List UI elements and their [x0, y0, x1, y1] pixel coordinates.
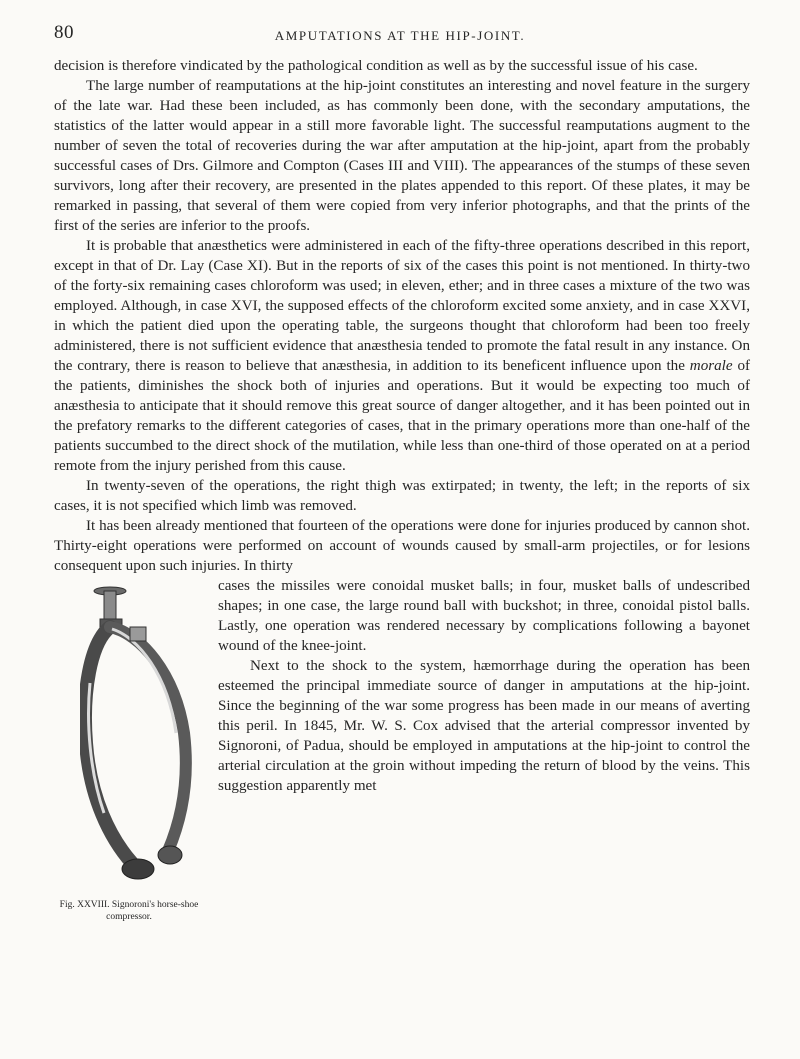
paragraph-2: The large number of reamputations at the hip-joint constitutes an interesting and novel feature in the surgery of the late war. Had these been included, as has commonly been done, with the secondary amputations, the statistics of the latter would appear in a still more favorable light. The successful reamputations augment to the number of seven the total of recoveries during the war after amputation at the hip-joint, apart from the probably successful cases of Drs. Gilmore and Compton (Cases III and VIII). The appearances of the stumps of these seven survivors, long after their recovery, are presented in the plates appended to this report. Of these plates, it may be remarked in passing, that several of them were copied from very inferior photographs, and that the prints of the first of the series are inferior to the proofs. — [54, 78, 750, 234]
paragraph-3 — [54, 236, 750, 476]
page-number: 80 — [54, 22, 74, 43]
paragraph-4: In twenty-seven of the operations, the right thigh was extirpated; in twenty, the left; in the reports of six cases, it is not specified which limb was removed. — [54, 478, 750, 514]
paragraph-3-cont: of the patients, diminishes the shock both of injuries and operations. But it would be expecting too much of anæsthesia to anticipate that it should remove this great source of danger altogether, and it has been pointed out in the prefatory remarks to the different categories of cases, that in the primary operations more than one-half of the patients succumbed to the direct shock of the mutilation, while less than one-third of those operated on at a period remote from the injury perished from this cause. — [54, 358, 751, 474]
body-text — [54, 56, 750, 933]
paragraph-6: Next to the shock to the system, hæmorrhage during the operation has been esteemed the principal immediate source of danger in amputations at the hip-joint. Since the beginning of the war some progress has been made in our means of averting this peril. In 1845, Mr. W. S. Cox advised that the arterial compressor invented by Signoroni, of Padua, should be employed in amputations at the hip-joint to control the arterial circulation at the groin without impeding the return of blood by the veins. This suggestion apparently met — [218, 658, 750, 794]
figure-compressor — [54, 583, 204, 933]
figure-caption: Fig. XXVIII. Signoroni's horse-shoe compressor. — [59, 900, 199, 922]
paragraph-1: decision is therefore vindicated by the pathological condition as well as by the successful issue of his case. — [54, 58, 698, 74]
morale-italic: morale — [689, 358, 733, 374]
paragraph-3-text: It is probable that anæsthetics were administered in each of the fifty-three operations described in this report, except in that of Dr. Lay (Case XI). But in the reports of six of the cases this point is not mentioned. In thirty-two of the forty-six remaining cases chloroform was used; in eleven, ether; and in three cases a mixture of the two was employed. Although, in case XVI, the supposed effects of the chloroform excited some anxiety, and in case XXVI, in which the patient died upon the operating table, the surgeons thought that chloroform had been too freely administered, there is not sufficient evidence that anæsthesia tended to promote the fatal result in any instance. On the contrary, there is reason to believe that anæsthesia, in addition to its beneficent influence upon the — [54, 238, 750, 374]
paragraph-5-cont: cases the missiles were conoidal musket balls; in four, musket balls of undescribed shapes; in one case, the large round ball with buckshot; in three, conoidal pistol balls. Lastly, one operation was rendered necessary by complications following a bayonet wound of the knee-joint. — [218, 578, 750, 654]
horseshoe-compressor-illustration — [80, 583, 196, 893]
paragraph-5: It has been already mentioned that fourteen of the operations were done for injuries produced by cannon shot. Thirty-eight operations were performed on account of wounds caused by small-arm projectiles, or for lesions consequent upon such injuries. In thirty — [54, 518, 750, 574]
running-head: AMPUTATIONS AT THE HIP-JOINT. — [274, 28, 526, 43]
